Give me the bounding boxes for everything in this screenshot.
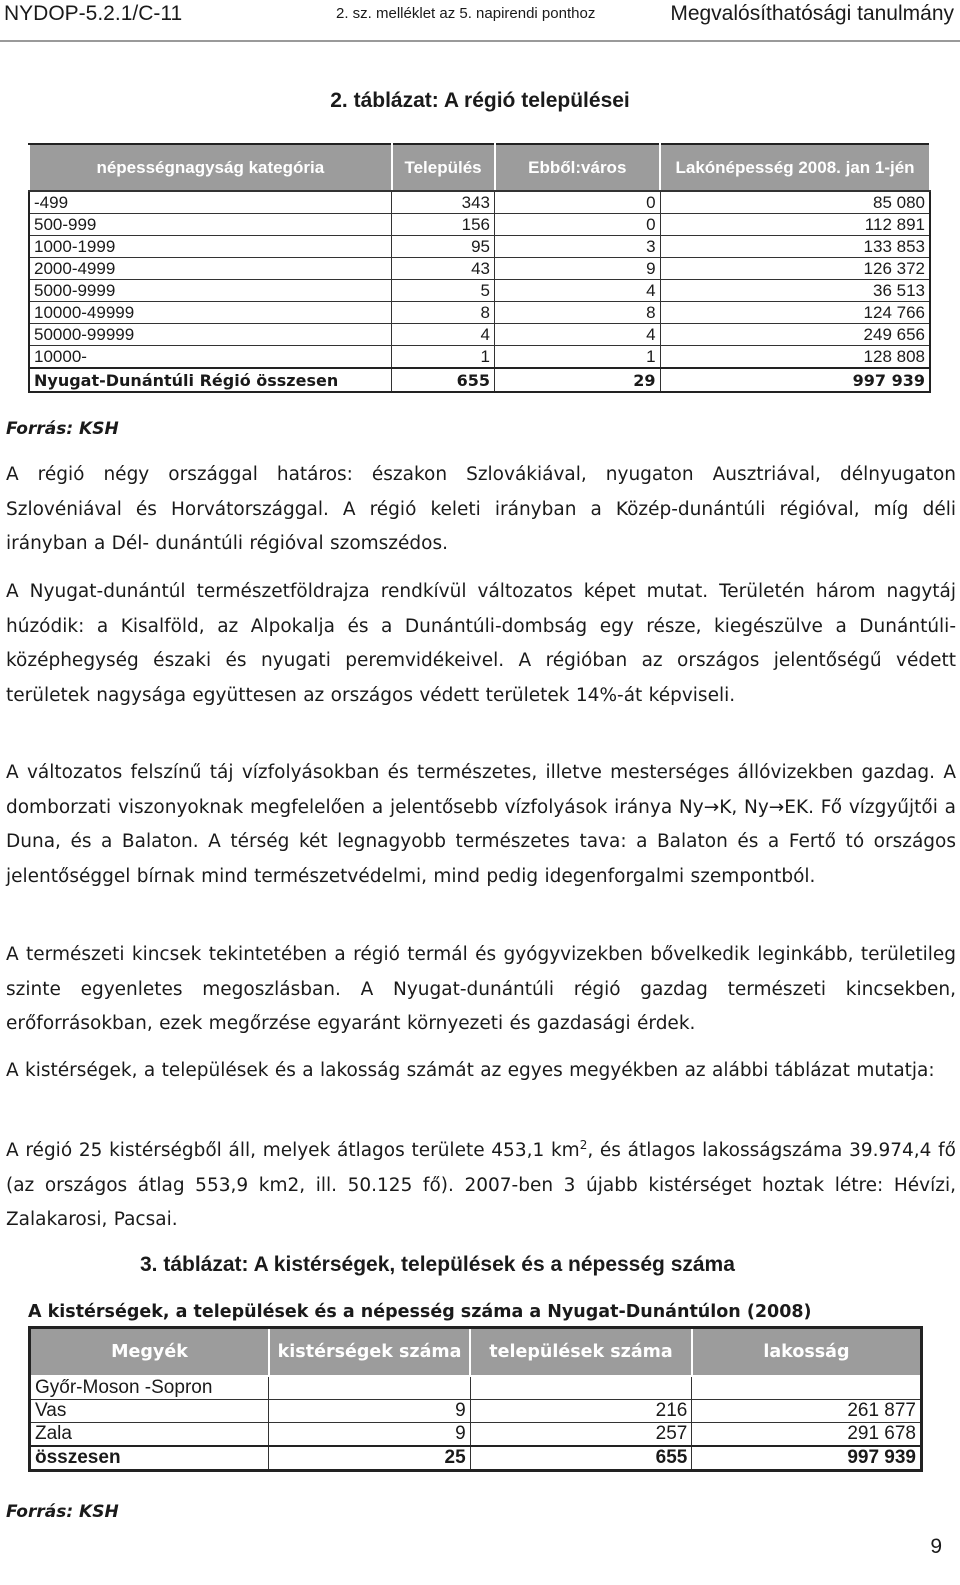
paragraph-text: , és átlagos lakosságszáma 39.974,4 fő (az országos átlag 553,9 km2, ill. 50.125 fő). 2007-ben 3 újabb kistérséget hoztak létre: Hévízi, Zalakarosi, Pacsai. xyxy=(6,1140,956,1230)
cell-category: 500-999 xyxy=(29,214,392,236)
cell-settlements: 1 xyxy=(392,346,495,369)
total-settlements: 655 xyxy=(470,1446,692,1471)
table-row xyxy=(29,280,930,302)
cell-population: 261 877 xyxy=(692,1400,922,1423)
table-row xyxy=(30,1376,922,1400)
table1-title: 2. táblázat: A régió települései xyxy=(330,89,630,112)
table2-caption: A kistérségek, a települések és a népesség száma a Nyugat-Dunántúlon (2008) xyxy=(28,1302,812,1322)
table-total-row xyxy=(30,1446,922,1471)
cell-population xyxy=(692,1376,922,1400)
cell-settlements: 95 xyxy=(392,236,495,258)
cell-county: Vas xyxy=(30,1400,269,1423)
paragraph-text: A régió 25 kistérségből áll, melyek átlagos területe 453,1 km xyxy=(6,1140,580,1161)
cell-towns: 3 xyxy=(495,236,661,258)
header-county: Megyék xyxy=(30,1328,269,1377)
table-header-row xyxy=(29,144,930,191)
cell-county: Zala xyxy=(30,1423,269,1447)
total-population: 997 939 xyxy=(692,1446,922,1471)
cell-towns: 0 xyxy=(495,191,661,214)
cell-subregions: 9 xyxy=(269,1423,470,1447)
cell-settlements: 257 xyxy=(470,1423,692,1447)
header-category: népességnagyság kategória xyxy=(29,144,392,191)
total-subregions: 25 xyxy=(269,1446,470,1471)
cell-category: 1000-1999 xyxy=(29,236,392,258)
cell-population: 291 678 xyxy=(692,1423,922,1447)
cell-population: 249 656 xyxy=(660,324,930,346)
cell-settlements: 43 xyxy=(392,258,495,280)
cell-subregions xyxy=(269,1376,470,1400)
cell-population: 85 080 xyxy=(660,191,930,214)
header-towns: Ebből:város xyxy=(495,144,661,191)
source-note: Forrás: KSH xyxy=(6,419,119,439)
table-row xyxy=(30,1400,922,1423)
table-row xyxy=(29,191,930,214)
cell-settlements: 8 xyxy=(392,302,495,324)
total-towns: 29 xyxy=(495,368,661,392)
source-note: Forrás: KSH xyxy=(6,1502,119,1522)
header-settlements: Település xyxy=(392,144,495,191)
cell-subregions: 9 xyxy=(269,1400,470,1423)
table-row xyxy=(29,258,930,280)
table-header-row xyxy=(30,1328,922,1377)
total-settlements: 655 xyxy=(392,368,495,392)
cell-settlements: 4 xyxy=(392,324,495,346)
total-population: 997 939 xyxy=(660,368,930,392)
cell-settlements: 216 xyxy=(470,1400,692,1423)
paragraph: A kistérségek, a települések és a lakosság számát az egyes megyékben az alábbi táblázat mutatja: xyxy=(6,1060,935,1081)
cell-towns: 1 xyxy=(495,346,661,369)
paragraph xyxy=(6,1134,956,1238)
header-subregions: kistérségek száma xyxy=(269,1328,470,1377)
table-total-row xyxy=(29,368,930,392)
settlements-table xyxy=(28,143,931,393)
paragraph: A természeti kincsek tekintetében a régió termál és gyógyvizekben bővelkedik leginkább, területileg szinte egyenletes megoszlásban. A Nyugat-dunántúli régió gazdag természeti kincsekben, erőforrásokban, ezek megőrzése egyaránt környezeti és gazdasági érdek. xyxy=(6,944,956,1034)
cell-category: 10000-49999 xyxy=(29,302,392,324)
page-header xyxy=(0,0,960,42)
cell-towns: 4 xyxy=(495,324,661,346)
cell-settlements: 156 xyxy=(392,214,495,236)
total-label: Nyugat-Dunántúli Régió összesen xyxy=(29,368,392,392)
cell-category: 5000-9999 xyxy=(29,280,392,302)
table-row xyxy=(29,214,930,236)
table-row xyxy=(29,236,930,258)
cell-towns: 9 xyxy=(495,258,661,280)
cell-settlements xyxy=(470,1376,692,1400)
cell-category: -499 xyxy=(29,191,392,214)
subregions-table xyxy=(28,1326,923,1472)
table-row xyxy=(29,302,930,324)
cell-towns: 4 xyxy=(495,280,661,302)
table2-title: 3. táblázat: A kistérségek, települések és a népesség száma xyxy=(140,1253,735,1276)
cell-towns: 0 xyxy=(495,214,661,236)
paragraph: A Nyugat-dunántúl természetföldrajza rendkívül változatos képet mutat. Területén három nagytáj húzódik: a Kisalföld, az Alpokalja és a Dunántúli-dombság egy része, kiegészülve a Dunántúli-középhegység északi és nyugati peremvidékeivel. A régióban az országos jelentőségű védett területek nagysága együttesen az országos védett területek 14%-át képviseli. xyxy=(6,581,956,706)
total-label: összesen xyxy=(30,1446,269,1471)
cell-category: 10000- xyxy=(29,346,392,369)
document-type: Megvalósíthatósági tanulmány xyxy=(670,2,954,25)
cell-towns: 8 xyxy=(495,302,661,324)
paragraph: A régió négy országgal határos: északon Szlovákiával, nyugaton Ausztriával, délnyugaton Szlovéniával és Horvátországgal. A régió keleti irányban a Közép-dunántúli régióval, míg déli irányban a Dél- dunántúli régióval szomszédos. xyxy=(6,464,956,554)
cell-category: 50000-99999 xyxy=(29,324,392,346)
cell-population: 126 372 xyxy=(660,258,930,280)
header-population: Lakónépesség 2008. jan 1-jén xyxy=(660,144,930,191)
page-number: 9 xyxy=(930,1535,942,1558)
table-row xyxy=(29,346,930,369)
table-row xyxy=(30,1423,922,1447)
cell-population: 36 513 xyxy=(660,280,930,302)
cell-population: 124 766 xyxy=(660,302,930,324)
table-row xyxy=(29,324,930,346)
cell-population: 128 808 xyxy=(660,346,930,369)
header-note: 2. sz. melléklet az 5. napirendi ponthoz xyxy=(336,5,596,22)
cell-settlements: 343 xyxy=(392,191,495,214)
cell-population: 133 853 xyxy=(660,236,930,258)
cell-category: 2000-4999 xyxy=(29,258,392,280)
cell-county: Győr-Moson -Sopron xyxy=(30,1376,269,1400)
header-settlements: települések száma xyxy=(470,1328,692,1377)
cell-population: 112 891 xyxy=(660,214,930,236)
header-population: lakosság xyxy=(692,1328,922,1377)
document-code: NYDOP-5.2.1/C-11 xyxy=(4,2,183,25)
superscript: 2 xyxy=(579,1137,588,1152)
paragraph: A változatos felszínű táj vízfolyásokban és természetes, illetve mesterséges állóvizekben gazdag. A domborzati viszonyoknak megfelelően a jelentősebb vízfolyások iránya Ny→K, Ny→EK. Fő vízgyűjtői a Duna, és a Balaton. A térség két legnagyobb természetes tava: a Balaton és a Fertő tó országos jelentőséggel bírnak mind természetvédelmi, mind pedig idegenforgalmi szempontból. xyxy=(6,762,956,887)
cell-settlements: 5 xyxy=(392,280,495,302)
